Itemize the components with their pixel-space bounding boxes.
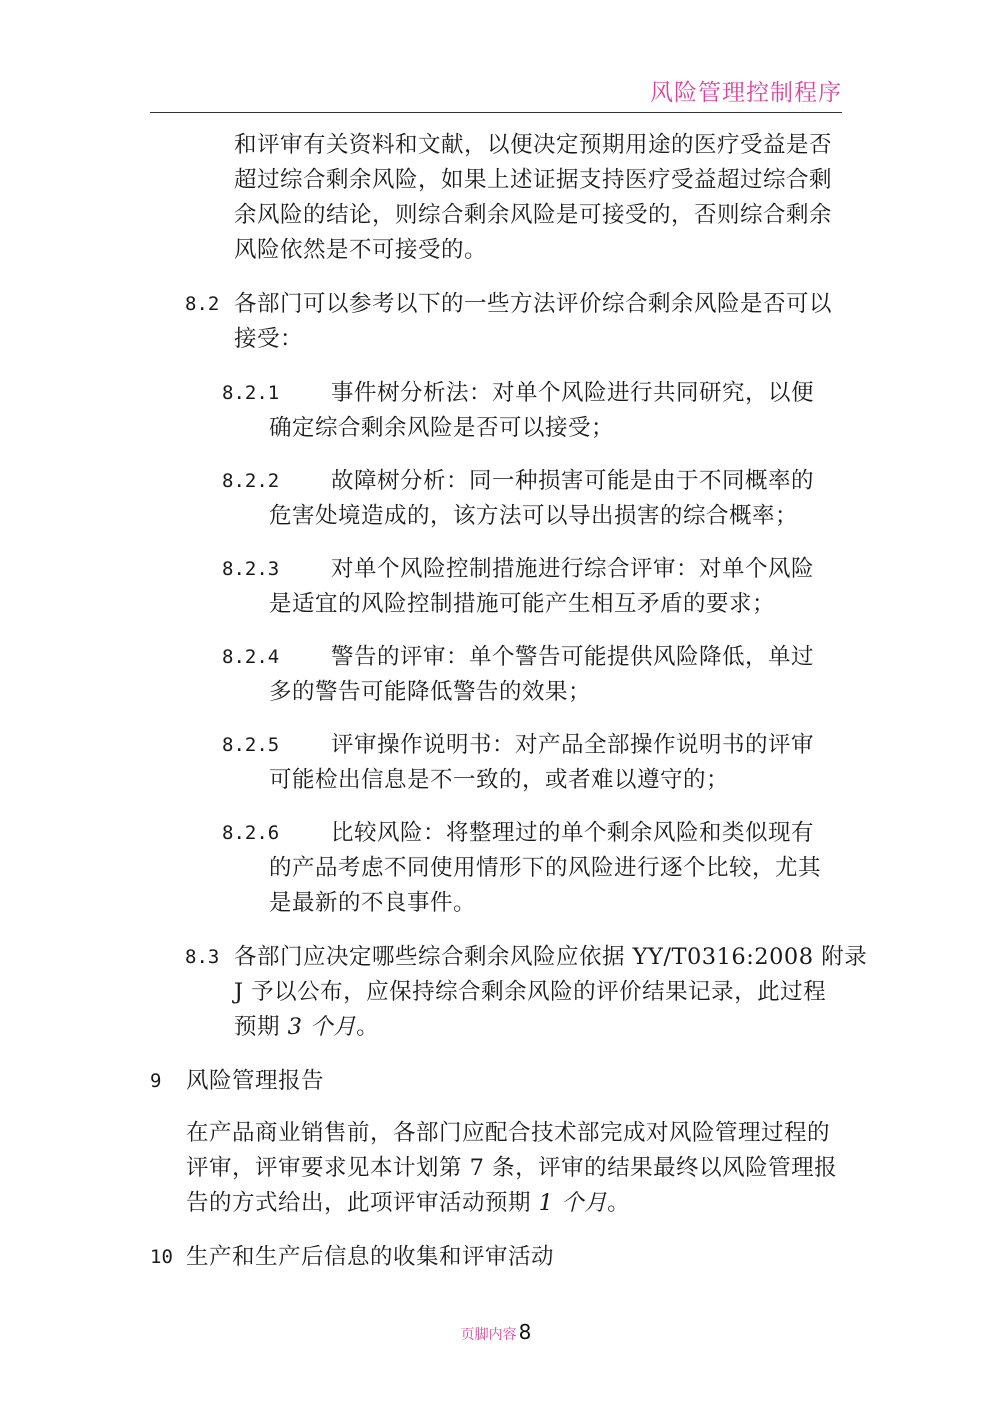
paragraph-line	[234, 1010, 379, 1044]
duration-emphasis: 1 个月	[538, 1190, 608, 1216]
paragraph-line: J 予以公布，应保持综合剩余风险的评价结果记录，此过程	[234, 979, 827, 1005]
subsection-text: 可能检出信息是不一致的，或者难以遵守的；	[269, 767, 730, 793]
text-run: 。	[607, 1190, 631, 1216]
subsection-text: 对单个风险控制措施进行综合评审：对单个风险	[331, 556, 815, 582]
subsection-number: 8.2.2	[222, 470, 280, 492]
subsection-text: 比较风险：将整理过的单个剩余风险和类似现有	[331, 820, 815, 846]
subsection-number: 8.2.6	[222, 822, 280, 844]
section-heading: 风险管理报告	[186, 1068, 325, 1094]
page-footer	[0, 1320, 992, 1344]
text-run: 。	[356, 1014, 380, 1040]
paragraph-line: 和评审有关资料和文献，以便决定预期用途的医疗受益是否	[234, 132, 833, 158]
section-number: 10	[150, 1246, 173, 1268]
paragraph-line: 在产品商业销售前，各部门应配合技术部完成对风险管理过程的	[186, 1120, 831, 1146]
paragraph-line: 各部门应决定哪些综合剩余风险应依据 YY/T0316:2008 附录	[234, 944, 868, 970]
subsection-text: 警告的评审：单个警告可能提供风险降低，单过	[331, 644, 815, 670]
subsection-text: 确定综合剩余风险是否可以接受；	[269, 415, 615, 441]
subsection-text: 评审操作说明书：对产品全部操作说明书的评审	[331, 732, 815, 758]
paragraph-line: 接受：	[234, 326, 304, 352]
paragraph-line: 各部门可以参考以下的一些方法评价综合剩余风险是否可以	[234, 291, 833, 317]
paragraph-line: 风险依然是不可接受的。	[234, 237, 488, 263]
subsection-number: 8.2.5	[222, 734, 280, 756]
paragraph-line: 余风险的结论，则综合剩余风险是可接受的，否则综合剩余	[234, 202, 833, 228]
header-divider	[150, 112, 842, 113]
section-heading: 生产和生产后信息的收集和评审活动	[186, 1244, 555, 1270]
text-run: 预期	[234, 1014, 288, 1040]
page-number: 8	[518, 1320, 532, 1344]
subsection-text: 事件树分析法：对单个风险进行共同研究，以便	[331, 380, 815, 406]
subsection-text: 是最新的不良事件。	[269, 890, 477, 916]
section-number: 9	[150, 1070, 162, 1092]
subsection-number: 8.2.3	[222, 558, 280, 580]
duration-emphasis: 3 个月	[287, 1014, 357, 1040]
footer-label: 页脚内容	[460, 1327, 517, 1343]
subsection-text: 危害处境造成的，该方法可以导出损害的综合概率；	[269, 503, 799, 529]
page-header-title: 风险管理控制程序	[650, 80, 842, 106]
subsection-text: 故障树分析：同一种损害可能是由于不同概率的	[331, 468, 815, 494]
subsection-number: 8.2.1	[222, 382, 280, 404]
section-number: 8.2	[185, 293, 220, 315]
subsection-text: 是适宜的风险控制措施可能产生相互矛盾的要求；	[269, 591, 776, 617]
paragraph-line: 超过综合剩余风险，如果上述证据支持医疗受益超过综合剩	[234, 167, 833, 193]
subsection-number: 8.2.4	[222, 646, 280, 668]
text-run: 告的方式给出，此项评审活动预期	[186, 1190, 539, 1216]
section-number: 8.3	[185, 946, 220, 968]
subsection-text: 多的警告可能降低警告的效果；	[269, 679, 592, 705]
subsection-text: 的产品考虑不同使用情形下的风险进行逐个比较，尤其	[269, 855, 822, 881]
paragraph-line: 评审，评审要求见本计划第 7 条，评审的结果最终以风险管理报	[186, 1155, 838, 1181]
paragraph-line	[186, 1186, 630, 1220]
